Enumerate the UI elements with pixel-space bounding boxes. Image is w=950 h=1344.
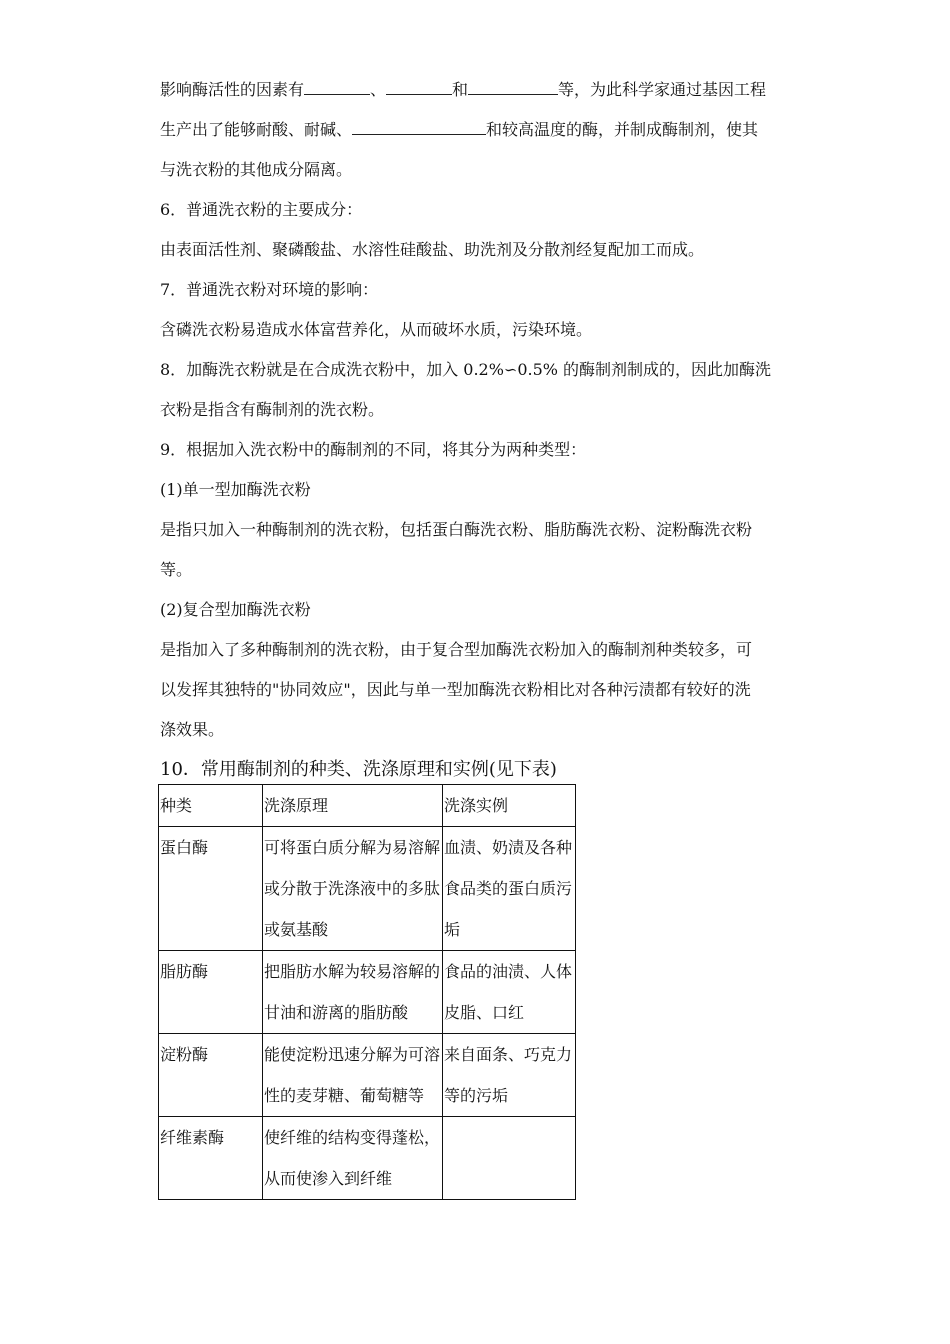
table-cell-principle: 使纤维的结构变得蓬松， 从而使渗入到纤维: [263, 1117, 443, 1200]
header-cell: 种类: [159, 785, 263, 827]
table-row: [159, 1117, 576, 1200]
table-cell-principle: 可将蛋白质分解为易溶解或分散于洗涤液中的多肽或氨基酸: [263, 827, 443, 951]
section-9-subheading: (1)单一型加酶洗衣粉: [160, 480, 311, 499]
text-segment: 影响酶活性的因素有: [160, 80, 305, 99]
section-9-line: 是指加入了多种酶制剂的洗衣粉，由于复合型加酶洗衣粉加入的酶制剂种类较多，可: [160, 640, 753, 659]
table-cell-principle: 把脂肪水解为较易溶解的甘油和游离的脂肪酸: [263, 951, 443, 1034]
table-row: [159, 951, 576, 1034]
section-9-title: 9．根据加入洗衣粉中的酶制剂的不同，将其分为两种类型：: [160, 440, 587, 459]
paragraph-line: 与洗衣粉的其他成分隔离。: [160, 160, 353, 179]
section-8-line: 衣粉是指含有酶制剂的洗衣粉。: [160, 400, 385, 419]
section-9-line: 等。: [160, 560, 193, 579]
table-cell-kind: 淀粉酶: [159, 1034, 263, 1117]
text-segment: 和: [452, 80, 469, 99]
document-body: [160, 70, 800, 790]
text-segment: 和较高温度的酶，并制成酶制剂，使其: [486, 120, 759, 139]
fill-blank: [352, 114, 486, 135]
section-8-line: 8．加酶洗衣粉就是在合成洗衣粉中，加入 0.2%∽0.5% 的酶制剂制成的，因此加酶洗: [160, 360, 772, 379]
table-cell-example: [443, 1117, 576, 1200]
table-row: [159, 1034, 576, 1117]
section-7-title: 7．普通洗衣粉对环境的影响：: [160, 280, 379, 299]
fill-blank: [386, 74, 452, 95]
section-9-subheading: (2)复合型加酶洗衣粉: [160, 600, 311, 619]
table-cell-kind: 蛋白酶: [159, 827, 263, 951]
fill-blank: [304, 74, 370, 95]
section-6-body: 由表面活性剂、聚磷酸盐、水溶性硅酸盐、助洗剂及分散剂经复配加工而成。: [160, 240, 705, 259]
table-cell-kind: 纤维素酶: [159, 1117, 263, 1200]
paragraph-enzyme-factors: [160, 70, 800, 110]
section-7-body: 含磷洗衣粉易造成水体富营养化，从而破坏水质，污染环境。: [160, 320, 593, 339]
table-header-row: [159, 785, 576, 827]
table-cell-kind: 脂肪酶: [159, 951, 263, 1034]
enzyme-table: [158, 784, 576, 1200]
table-cell-example: 来自面条、巧克力等的污垢: [443, 1034, 576, 1117]
paragraph-line: [160, 110, 800, 150]
section-9-line: 涤效果。: [160, 720, 225, 739]
table-cell-example: 食品的油渍、人体皮脂、口红: [443, 951, 576, 1034]
header-cell: 洗涤原理: [263, 785, 443, 827]
fill-blank: [468, 74, 558, 95]
text-segment: 等，为此科学家通过基因工程: [558, 80, 767, 99]
section-9-line: 是指只加入一种酶制剂的洗衣粉，包括蛋白酶洗衣粉、脂肪酶洗衣粉、淀粉酶洗衣粉: [160, 520, 753, 539]
text-segment: 、: [370, 80, 387, 99]
header-cell: 洗涤实例: [443, 785, 576, 827]
text-segment: 生产出了能够耐酸、耐碱、: [160, 120, 353, 139]
section-9-line: 以发挥其独特的"协同效应"，因此与单一型加酶洗衣粉相比对各种污渍都有较好的洗: [160, 680, 751, 699]
table-cell-principle: 能使淀粉迅速分解为可溶性的麦芽糖、葡萄糖等: [263, 1034, 443, 1117]
section-6-title: 6．普通洗衣粉的主要成分：: [160, 200, 363, 219]
table-row: [159, 827, 576, 951]
section-10-title: 10．常用酶制剂的种类、洗涤原理和实例(见下表): [160, 759, 557, 780]
table-cell-example: 血渍、奶渍及各种食品类的蛋白质污垢: [443, 827, 576, 951]
